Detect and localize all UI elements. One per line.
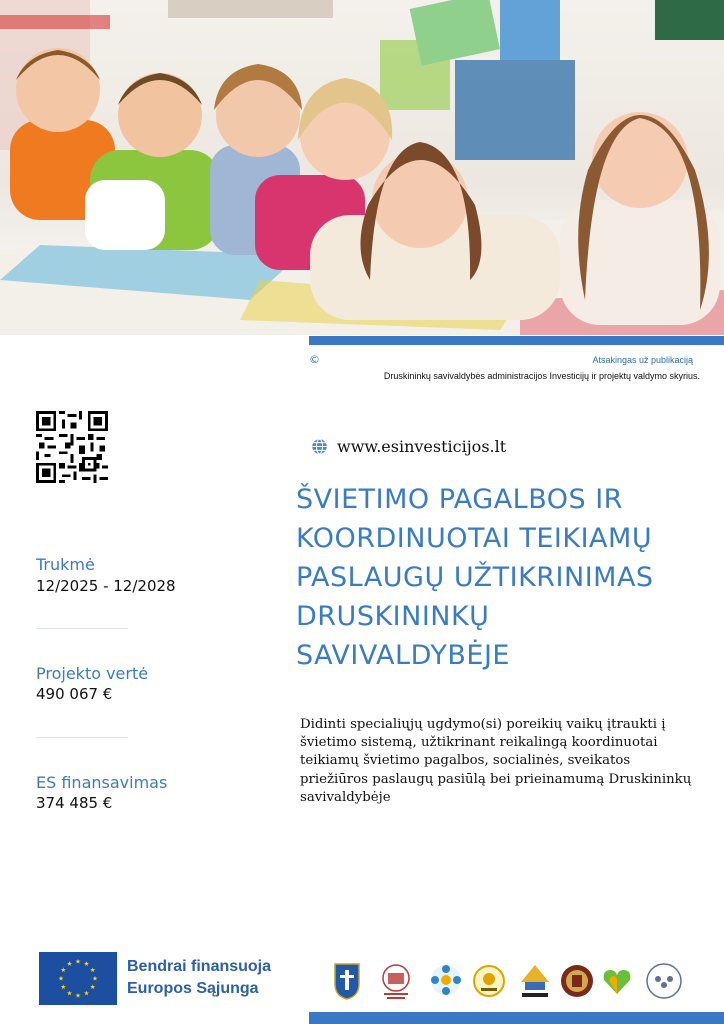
title-line: KOORDINUOTAI TEIKIAMŲ bbox=[296, 523, 653, 554]
children-photo-illustration bbox=[0, 0, 724, 335]
eu-cofunded-line2: Europos Sąjunga bbox=[127, 980, 259, 997]
title-line: ŠVIETIMO PAGALBOS IR bbox=[296, 484, 623, 515]
kindergarten-logo bbox=[472, 962, 506, 1000]
vieciunu-progimnazija-logo bbox=[518, 962, 552, 1000]
education-center-logo bbox=[428, 962, 464, 1000]
project-title bbox=[296, 480, 706, 675]
website-link[interactable]: www.esinvesticijos.lt bbox=[337, 437, 507, 456]
hero-photo bbox=[0, 0, 724, 335]
copyright-symbol: © bbox=[309, 353, 320, 366]
eu-funding-label: ES finansavimas bbox=[36, 773, 168, 792]
eu-flag-icon bbox=[39, 952, 117, 1005]
divider bbox=[36, 628, 128, 629]
website-row[interactable] bbox=[311, 437, 506, 456]
responsible-label: Atsakingas už publikaciją bbox=[592, 355, 693, 365]
divider bbox=[36, 737, 128, 738]
accent-bar-bottom bbox=[309, 1012, 724, 1024]
hearts-logo bbox=[600, 962, 634, 1000]
title-line: PASLAUGŲ UŽTIKRINIMAS bbox=[296, 562, 654, 593]
title-line: DRUSKININKŲ bbox=[296, 601, 490, 632]
accent-bar-top bbox=[309, 336, 724, 345]
project-value-label: Projekto vertė bbox=[36, 664, 149, 683]
project-description: Didinti specialiųjų ugdymo(si) poreikių vaikų įtraukti į švietimo sistemą, užtikrinant reikalingą koordinuotai teikiamų švietimo pagalbos, socialinės, sveikatos priežiūros paslaugų pasiūlą bei prieinamumą Druskininkų savivaldybėje bbox=[300, 717, 692, 805]
qr-code[interactable] bbox=[36, 411, 108, 483]
duration-value: 12/2025 - 12/2028 bbox=[36, 577, 176, 595]
druskininkai-coat-of-arms-logo bbox=[333, 962, 361, 1000]
responsible-organization: Druskininkų savivaldybės administracijos Investicijų ir projektų valdymo skyrius. bbox=[383, 371, 700, 381]
duration-label: Trukmė bbox=[36, 555, 95, 574]
title-line: SAVIVALDYBĖJE bbox=[296, 640, 510, 671]
school-logo bbox=[379, 962, 413, 1000]
eu-funding-amount: 374 485 € bbox=[36, 794, 113, 812]
project-value-amount: 490 067 € bbox=[36, 685, 113, 703]
gymnasium-emblem-logo bbox=[560, 962, 594, 1000]
globe-icon bbox=[311, 438, 328, 455]
support-center-logo bbox=[645, 962, 683, 1000]
eu-cofunded-line1: Bendrai finansuoja bbox=[127, 958, 272, 975]
